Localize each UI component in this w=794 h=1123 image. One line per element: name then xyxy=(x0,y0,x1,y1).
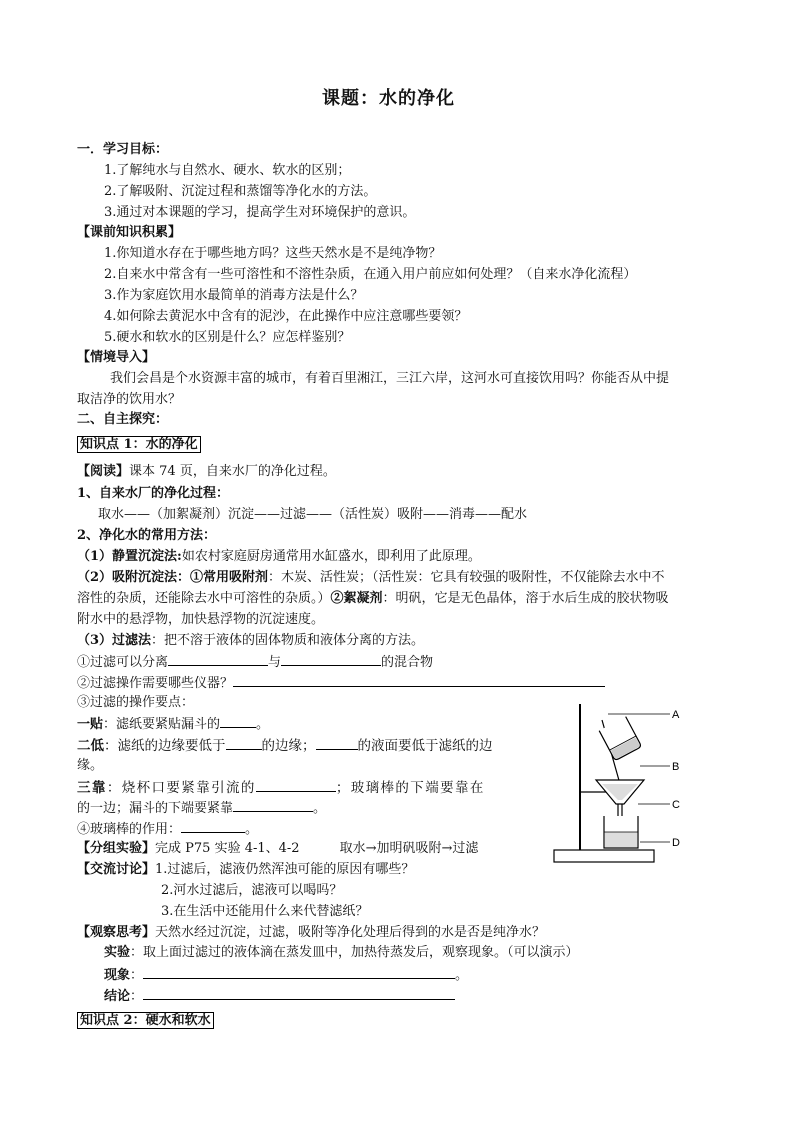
method-adsorption-cont: 附水中的悬浮物，加快悬浮物的沉淀速度。 xyxy=(77,612,325,627)
figure-label-d: D xyxy=(672,837,680,849)
goal-item: 3.通过对本课题的学习，提高学生对环境保护的意识。 xyxy=(104,205,416,220)
discussion-item: 3.在生活中还能用什么来代替滤纸？ xyxy=(161,904,369,919)
method-adsorption: （2）吸附沉淀法：①常用吸附剂：木炭、活性炭；（活性炭：它具有较强的吸附性，不仅能除去水中不 xyxy=(77,570,665,585)
blank-field[interactable] xyxy=(220,714,256,728)
section-heading-prior: 【课前知识积累】 xyxy=(77,225,182,240)
goal-item: 2.了解吸附、沉淀过程和蒸馏等净化水的方法。 xyxy=(104,184,377,199)
knowledge-point-2: 知识点 2：硬水和软水 xyxy=(77,1012,214,1029)
prior-item: 5.硬水和软水的区别是什么？应怎样鉴别？ xyxy=(104,330,351,345)
section-heading-explore: 二、自主探究： xyxy=(77,412,169,427)
prior-item: 3.作为家庭饮用水最简单的消毒方法是什么？ xyxy=(104,288,364,303)
blank-field[interactable] xyxy=(233,673,605,687)
methods-heading: 2、净化水的常用方法： xyxy=(77,528,217,543)
filter-question-3: ③过滤的操作要点： xyxy=(77,695,195,710)
prior-item: 1.你知道水存在于哪些地方吗？这些天然水是不是纯净物？ xyxy=(104,246,442,261)
read-line: 【阅读】课本 74 页，自来水厂的净化过程。 xyxy=(77,464,336,479)
blank-field[interactable] xyxy=(256,778,336,792)
waterworks-flow: 取水——（加絮凝剂）沉淀——过滤——（活性炭）吸附——消毒——配水 xyxy=(98,507,528,522)
discussion-item: 2.河水过滤后，滤液可以喝吗？ xyxy=(161,883,343,898)
blank-field[interactable] xyxy=(233,798,313,812)
blank-field[interactable] xyxy=(226,736,262,750)
filter-question-2: ②过滤操作需要哪些仪器？ xyxy=(77,673,605,692)
knowledge-point-1: 知识点 1：水的净化 xyxy=(77,436,201,453)
observe-conclusion: 结论： xyxy=(104,986,455,1005)
observe-think: 【观察思考】天然水经过沉淀，过滤，吸附等净化处理后得到的水是否是纯净水？ xyxy=(77,925,546,940)
prior-item: 4.如何除去黄泥水中含有的泥沙，在此操作中应注意哪些要领？ xyxy=(104,309,468,324)
goal-item: 1.了解纯水与自然水、硬水、软水的区别； xyxy=(104,163,351,178)
filter-question-4: ④玻璃棒的作用： 。 xyxy=(77,819,258,838)
filter-rule-two: 二低：滤纸的边缘要低于 的边缘； 的液面要低于滤纸的边 xyxy=(77,738,493,754)
method-adsorption-cont: 溶性的杂质，还能除去水中可溶性的杂质。）②絮凝剂：明矾，它是无色晶体，溶于水后生成的胶状物吸 xyxy=(77,591,669,606)
method-sedimentation: （1）静置沉淀法:如农村家庭厨房通常用水缸盛水，即利用了此原理。 xyxy=(77,549,481,564)
section-heading-intro: 【情境导入】 xyxy=(77,350,156,365)
section-heading-goals: 一．学习目标： xyxy=(77,142,169,157)
filtration-apparatus-figure xyxy=(548,700,698,870)
filter-rule-two-cont: 缘。 xyxy=(77,758,104,773)
blank-field[interactable] xyxy=(181,819,245,833)
blank-field[interactable] xyxy=(316,736,358,750)
blank-field[interactable] xyxy=(143,986,455,1000)
filter-rule-three-cont: 的一边；漏斗的下端要紧靠 。 xyxy=(77,798,326,817)
filter-rule-three: 三靠：烧杯口要紧靠引流的 ；玻璃棒的下端要靠在 xyxy=(77,780,485,796)
intro-text: 我们会昌是个水资源丰富的城市，有着百里湘江，三江六岸，这河水可直接饮用吗？你能否从中提 xyxy=(110,371,670,386)
figure-label-b: B xyxy=(672,761,680,773)
filter-rule-one: 一贴：滤纸要紧贴漏斗的 。 xyxy=(77,714,269,733)
figure-label-a: A xyxy=(672,709,680,721)
blank-field[interactable] xyxy=(143,965,455,979)
blank-field[interactable] xyxy=(281,652,381,666)
page-title: 课题：水的净化 xyxy=(322,88,455,109)
discussion: 【交流讨论】1.过滤后，滤液仍然浑浊可能的原因有哪些？ xyxy=(77,862,415,877)
group-experiment: 【分组实验】完成 P75 实验 4-1、4-2 取水→加明矾吸附→过滤 xyxy=(77,841,479,856)
prior-item: 2.自来水中常含有一些可溶性和不溶性杂质，在通入用户前应如何处理？（自来水净化流程） xyxy=(104,267,637,282)
figure-label-c: C xyxy=(672,799,680,811)
method-filtration: （3）过滤法：把不溶于液体的固体物质和液体分离的方法。 xyxy=(77,633,425,648)
waterworks-heading: 1、自来水厂的净化过程： xyxy=(77,486,230,501)
blank-field[interactable] xyxy=(168,652,268,666)
filter-question-1: ①过滤可以分离 与 的混合物 xyxy=(77,652,433,671)
intro-text: 取洁净的饮用水？ xyxy=(77,392,182,407)
observe-experiment: 实验：取上面过滤过的液体滴在蒸发皿中，加热待蒸发后，观察现象。（可以演示） xyxy=(104,945,579,960)
observe-phenomenon: 现象： 。 xyxy=(104,965,468,984)
